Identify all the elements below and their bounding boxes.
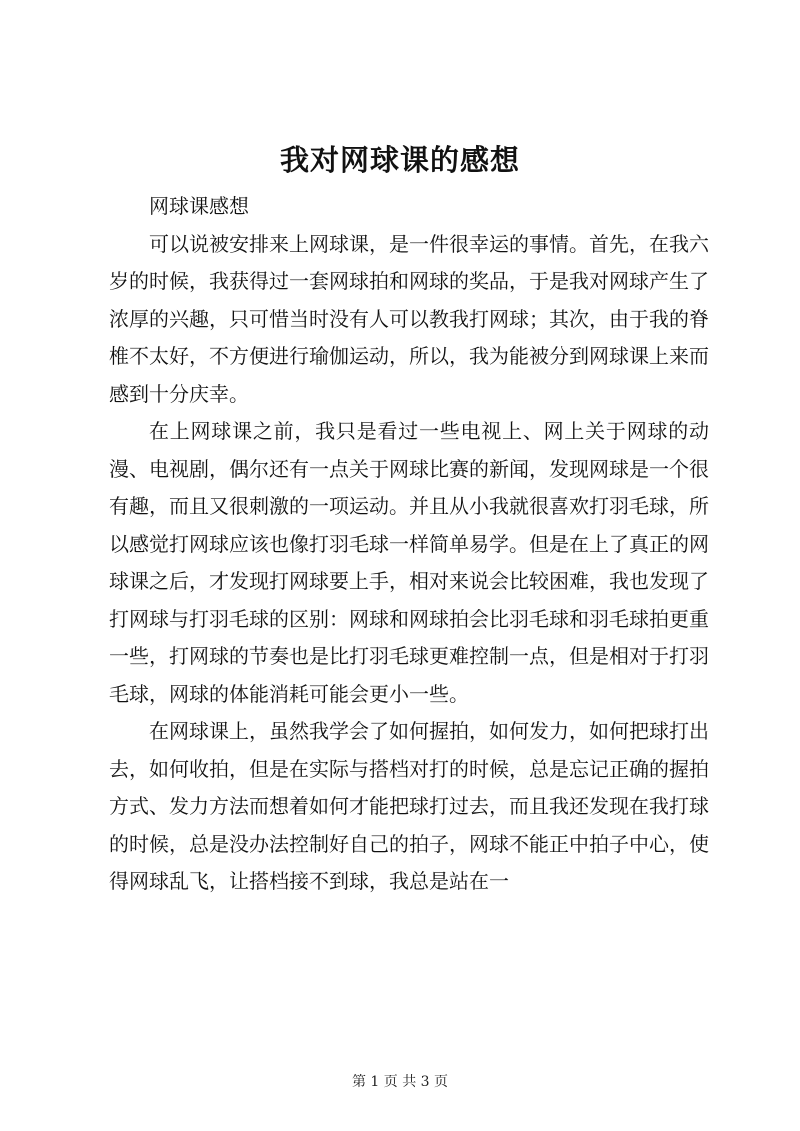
document-title: 我对网球课的感想 bbox=[279, 143, 520, 177]
document-body bbox=[109, 188, 709, 901]
paragraph-3: 在网球课上，虽然我学会了如何握拍，如何发力，如何把球打出去，如何收拍，但是在实际与搭档对打的时候，总是忘记正确的握拍方式、发力方法而想着如何才能把球打过去，而且我还发现在我打球的时候，总是没办法控制好自己的拍子，网球不能正中拍子中心，使得网球乱飞，让搭档接不到球，我总是站在一 bbox=[109, 719, 709, 893]
paragraph-2: 在上网球课之前，我只是看过一些电视上、网上关于网球的动漫、电视剧，偶尔还有一点关于网球比赛的新闻，发现网球是一个很有趣，而且又很刺激的一项运动。并且从小我就很喜欢打羽毛球，所以感觉打网球应该也像打羽毛球一样简单易学。但是在上了真正的网球课之后，才发现打网球要上手，相对来说会比较困难，我也发现了打网球与打羽毛球的区别：网球和网球拍会比羽毛球和羽毛球拍更重一些，打网球的节奏也是比打羽毛球更难控制一点，但是相对于打羽毛球，网球的体能消耗可能会更小一些。 bbox=[109, 419, 709, 706]
page-footer: 第 1 页 共 3 页 bbox=[351, 1074, 449, 1090]
paragraph-1: 可以说被安排来上网球课，是一件很幸运的事情。首先，在我六岁的时候，我获得过一套网球拍和网球的奖品，于是我对网球产生了浓厚的兴趣，只可惜当时没有人可以教我打网球；其次，由于我的脊椎不太好，不方便进行瑜伽运动，所以，我为能被分到网球课上来而感到十分庆幸。 bbox=[109, 231, 709, 406]
paragraph-subtitle: 网球课感想 bbox=[149, 194, 249, 218]
